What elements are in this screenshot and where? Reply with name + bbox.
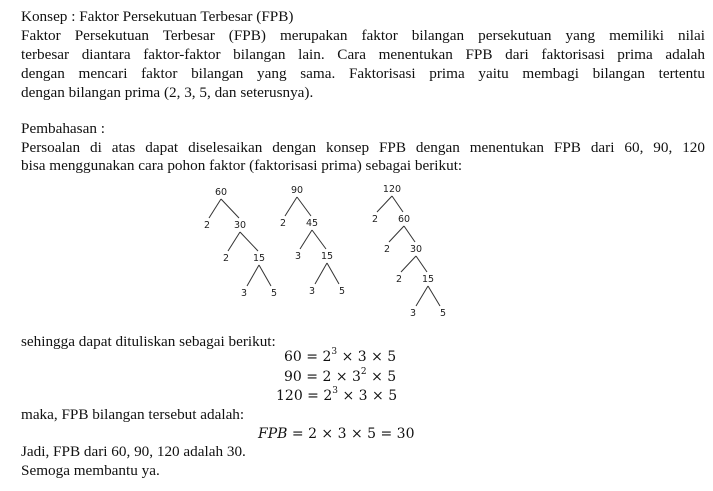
tree-1-leaf-node: 3 bbox=[240, 288, 248, 299]
equation-120: $120 = 2^3 \times 3 \times 5$ bbox=[276, 386, 398, 404]
tree-1-composite-node: 30 bbox=[233, 220, 247, 231]
pembahasan-line-1: Persoalan di atas dapat diselesaikan dengan konsep FPB dengan menentukan FPB dari 60, 90, 120 bbox=[21, 139, 705, 156]
tree-1-root: 60 bbox=[214, 187, 228, 198]
tree-1-composite-node: 15 bbox=[252, 253, 266, 264]
equation-60: $60 = 2^3 \times 3 \times 5$ bbox=[284, 347, 397, 365]
tree-1-leaf-node: 5 bbox=[270, 288, 278, 299]
tree-3-root: 120 bbox=[382, 184, 402, 195]
konsep-title: Konsep : Faktor Persekutuan Terbesar (FPB) bbox=[21, 8, 294, 25]
pembahasan-line-2: bisa menggunakan cara pohon faktor (faktorisasi prima) sebagai berikut: bbox=[21, 157, 463, 174]
tree-3-branch-right bbox=[392, 196, 403, 212]
tree-2-branch-right bbox=[327, 263, 339, 284]
tree-2-leaf-node: 3 bbox=[308, 286, 316, 297]
equation-90-exp: 2 bbox=[360, 367, 367, 378]
maka-text: maka, FPB bilangan tersebut adalah: bbox=[21, 406, 245, 423]
tree-2-prime-node: 3 bbox=[294, 251, 302, 262]
tree-2-branch-left bbox=[300, 230, 312, 249]
tree-3-branch-right bbox=[404, 226, 415, 242]
jadi-text: Jadi, FPB dari 60, 90, 120 adalah 30. bbox=[21, 443, 246, 460]
tree-1-branch-left bbox=[247, 265, 259, 286]
tree-3-leaf-node: 5 bbox=[439, 308, 447, 319]
tree-3-branch-right bbox=[428, 286, 440, 306]
equation-90-rest: × 5 bbox=[366, 369, 397, 385]
equation-90-lhs: 90 bbox=[284, 369, 302, 385]
tree-3-branch-left bbox=[416, 286, 428, 306]
tree-3-prime-node: 2 bbox=[395, 274, 403, 285]
tree-1-branch-right bbox=[221, 199, 239, 218]
tree-2-leaf-node: 5 bbox=[338, 286, 346, 297]
sehingga-text: sehingga dapat dituliskan sebagai berikut: bbox=[21, 333, 276, 350]
equation-60-exp: 3 bbox=[331, 347, 338, 358]
equation-90: $90 = 2 \times 3^2 \times 5$ bbox=[284, 367, 397, 385]
konsep-line-1: Faktor Persekutuan Terbesar (FPB) merupakan faktor bilangan persekutuan yang memiliki nilai bbox=[21, 27, 705, 44]
konsep-line-2: terbesar diantara faktor-faktor bilangan lain. Cara menentukan FPB dari faktorisasi prima adalah bbox=[21, 46, 705, 63]
tree-3-composite-node: 30 bbox=[409, 244, 423, 255]
tree-2-composite-node: 15 bbox=[320, 251, 334, 262]
tree-1-prime-node: 2 bbox=[203, 220, 211, 231]
tree-3-composite-node: 15 bbox=[421, 274, 435, 285]
equation-60-rest: × 3 × 5 bbox=[337, 349, 397, 365]
equation-120-rest: × 3 × 5 bbox=[338, 388, 398, 404]
tree-3-prime-node: 2 bbox=[371, 214, 379, 225]
tree-3-composite-node: 60 bbox=[397, 214, 411, 225]
tree-2-composite-node: 45 bbox=[305, 218, 319, 229]
tree-1-branch-right bbox=[259, 265, 271, 286]
tree-2-branch-left bbox=[315, 263, 327, 284]
konsep-line-4: dengan bilangan prima (2, 3, 5, dan seterusnya). bbox=[21, 84, 314, 101]
equation-60-lhs: 60 bbox=[284, 349, 302, 365]
konsep-line-3: dengan mencari faktor bilangan yang sama. Faktorisasi prima yaitu membagi bilangan tertentu bbox=[21, 65, 705, 82]
equation-120-lhs: 120 bbox=[276, 388, 303, 404]
tree-3-leaf-node: 3 bbox=[409, 308, 417, 319]
tree-2-root: 90 bbox=[290, 185, 304, 196]
closing-text: Semoga membantu ya. bbox=[21, 462, 160, 479]
tree-1-branch-right bbox=[240, 232, 258, 251]
pembahasan-title: Pembahasan : bbox=[21, 120, 105, 137]
equation-120-exp: 3 bbox=[332, 386, 339, 397]
tree-2-prime-node: 2 bbox=[279, 218, 287, 229]
tree-2-branch-right bbox=[312, 230, 326, 249]
tree-1-branch-left bbox=[209, 199, 221, 218]
fpb-equation-lhs: FPB bbox=[258, 426, 288, 442]
equation-60-base: 2 bbox=[322, 349, 332, 365]
tree-3-branch-left bbox=[389, 226, 404, 242]
tree-3-prime-node: 2 bbox=[383, 244, 391, 255]
tree-3-branch-left bbox=[377, 196, 392, 212]
tree-2-branch-right bbox=[297, 197, 311, 216]
tree-3-branch-right bbox=[416, 256, 427, 272]
fpb-equation-rhs: 2 × 3 × 5 = 30 bbox=[308, 426, 415, 442]
tree-2-branch-left bbox=[285, 197, 297, 216]
tree-1-branch-left bbox=[228, 232, 240, 251]
equation-90-base: 2 × 3 bbox=[322, 369, 361, 385]
tree-1-prime-node: 2 bbox=[222, 253, 230, 264]
fpb-equation: FPB = 2 × 3 × 5 = 30 bbox=[258, 426, 415, 442]
tree-3-branch-left bbox=[401, 256, 416, 272]
equation-120-base: 2 bbox=[323, 388, 333, 404]
